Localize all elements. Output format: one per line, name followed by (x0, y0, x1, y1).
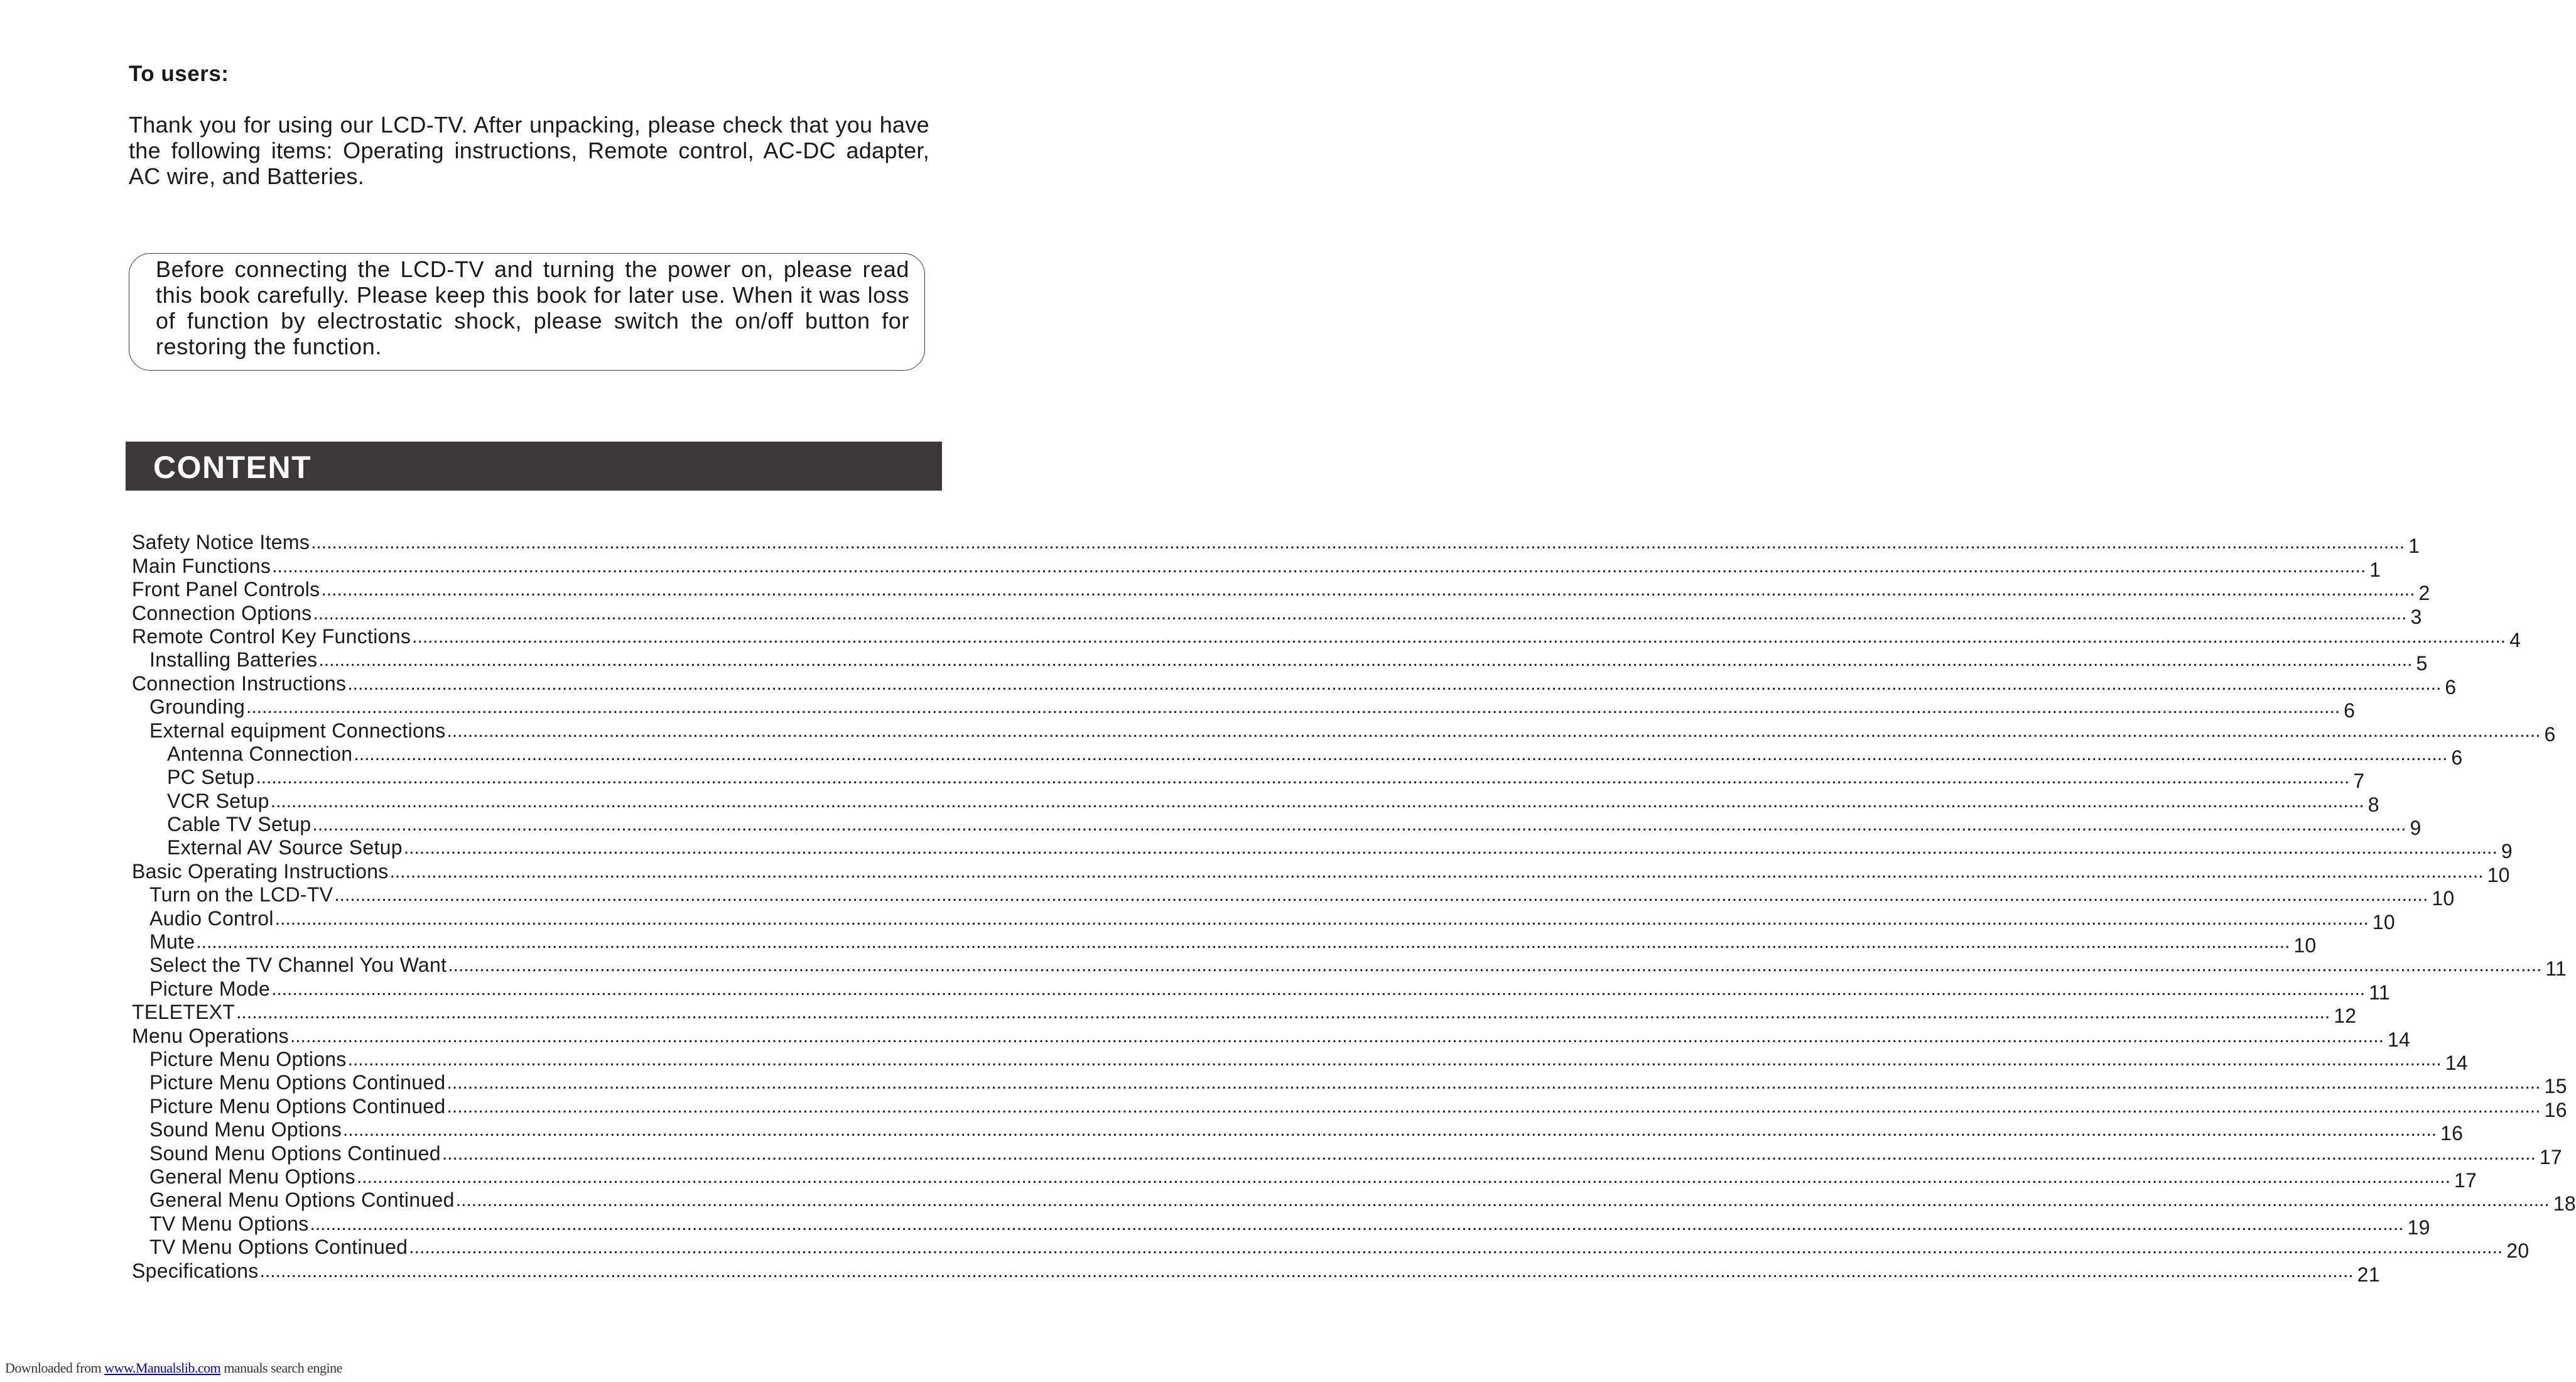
toc-entry-page: 8 (2368, 793, 2379, 816)
toc-entry-title: Specifications (132, 1259, 259, 1282)
toc-entry-page: 19 (2407, 1216, 2430, 1239)
toc-entry (132, 1071, 2567, 1098)
toc-entry (132, 531, 2420, 558)
toc-leader-dots: ................................................................................................................................................................................................................................................................................................................................................................................................................ (246, 697, 2341, 718)
toc-entry-title: Connection Options (132, 601, 312, 624)
toc-entry-page: 11 (2545, 957, 2567, 981)
toc-entry-title: TV Menu Options (149, 1212, 309, 1235)
toc-entry-page: 14 (2387, 1028, 2411, 1051)
toc-leader-dots: ................................................................................................................................................................................................................................................................................................................................................................................................................ (446, 720, 2541, 741)
toc-leader-dots: ................................................................................................................................................................................................................................................................................................................................................................................................................ (334, 884, 2428, 906)
toc-entry-page: 16 (2440, 1122, 2464, 1145)
toc-entry-title: Turn on the LCD-TV (149, 883, 333, 906)
notice-box (129, 253, 925, 371)
toc-entry (132, 1236, 2530, 1263)
toc-entry (132, 859, 2510, 886)
toc-entry-page: 1 (2369, 558, 2381, 581)
toc-entry-page: 11 (2369, 981, 2390, 1004)
toc-leader-dots: ................................................................................................................................................................................................................................................................................................................................................................................................................ (403, 837, 2498, 859)
toc-entry-title: Picture Menu Options (149, 1047, 347, 1070)
toc-entry-page: 4 (2509, 628, 2521, 651)
toc-entry (132, 1047, 2468, 1074)
toc-entry-title: Cable TV Setup (167, 813, 311, 836)
toc-entry-title: Mute (149, 930, 195, 954)
toc-entry (132, 578, 2430, 605)
toc-leader-dots: ................................................................................................................................................................................................................................................................................................................................................................................................................ (256, 767, 2350, 788)
toc-entry-page: 10 (2432, 887, 2455, 910)
toc-leader-dots: ................................................................................................................................................................................................................................................................................................................................................................................................................ (310, 1213, 2404, 1234)
toc-entry-page: 16 (2544, 1098, 2567, 1121)
toc-entry-page: 7 (2353, 770, 2365, 793)
content-header-bar (126, 442, 942, 491)
toc-leader-dots: ................................................................................................................................................................................................................................................................................................................................................................................................................ (236, 1002, 2330, 1023)
toc-entry-title: PC Setup (167, 766, 255, 789)
toc-entry-title: Sound Menu Options Continued (149, 1141, 441, 1165)
toc-entry-title: General Menu Options Continued (149, 1189, 455, 1212)
toc-entry-page: 21 (2357, 1263, 2380, 1286)
toc-entry-title: Picture Menu Options Continued (149, 1071, 446, 1094)
toc-entry (132, 1212, 2430, 1239)
toc-entry-title: Connection Instructions (132, 672, 347, 695)
toc-entry (132, 648, 2428, 675)
toc-leader-dots: ................................................................................................................................................................................................................................................................................................................................................................................................................ (196, 932, 2290, 953)
toc-entry (132, 813, 2422, 840)
toc-entry-title: Antenna Connection (167, 742, 353, 765)
toc-entry-title: Picture Menu Options Continued (149, 1094, 446, 1118)
toc-entry (132, 554, 2381, 581)
toc-entry-title: VCR Setup (167, 789, 269, 812)
toc-entry-page: 2 (2418, 582, 2430, 605)
toc-entry-page: 15 (2544, 1075, 2567, 1098)
toc-entry-page: 14 (2445, 1051, 2468, 1074)
toc-entry-title: Basic Operating Instructions (132, 859, 389, 883)
toc-entry-page: 10 (2487, 863, 2510, 886)
download-footer (5, 1360, 342, 1376)
toc-entry-page: 9 (2501, 840, 2513, 863)
toc-entry (132, 954, 2567, 981)
toc-entry (132, 742, 2463, 769)
toc-leader-dots: ................................................................................................................................................................................................................................................................................................................................................................................................................ (446, 1072, 2541, 1094)
toc-entry-title: Front Panel Controls (132, 578, 320, 601)
toc-entry (132, 1189, 2576, 1216)
page-heading: To users: (129, 62, 229, 86)
toc-entry (132, 1024, 2411, 1051)
toc-entry-page: 9 (2410, 817, 2422, 840)
toc-leader-dots: ................................................................................................................................................................................................................................................................................................................................................................................................................ (343, 1119, 2437, 1141)
toc-entry-title: External AV Source Setup (167, 836, 403, 859)
toc-entry-title: Remote Control Key Functions (132, 624, 411, 648)
toc-entry-title: Select the TV Channel You Want (149, 954, 447, 977)
toc-entry-page: 1 (2408, 535, 2420, 558)
toc-leader-dots: ................................................................................................................................................................................................................................................................................................................................................................................................................ (448, 955, 2542, 976)
toc-entry-title: Audio Control (149, 906, 274, 930)
toc-entry-title: Sound Menu Options (149, 1118, 342, 1141)
toc-entry (132, 977, 2390, 1004)
toc-entry-page: 12 (2334, 1004, 2357, 1028)
toc-entry-title: Grounding (149, 695, 246, 719)
toc-entry-page: 5 (2416, 652, 2428, 675)
toc-entry-title: Main Functions (132, 554, 271, 577)
notice-text: Before connecting the LCD-TV and turning the power on, please read this book carefully. Please keep this book for later use. When it was loss of function by electrostatic shock, please switch the on/off button for restoring the function. (156, 256, 909, 359)
toc-leader-dots: ................................................................................................................................................................................................................................................................................................................................................................................................................ (290, 1025, 2384, 1047)
toc-entry-page: 6 (2451, 746, 2463, 769)
toc-entry (132, 930, 2317, 957)
toc-leader-dots: ................................................................................................................................................................................................................................................................................................................................................................................................................ (311, 532, 2405, 553)
toc-entry (132, 601, 2422, 628)
toc-entry (132, 672, 2457, 699)
toc-entry-page: 3 (2410, 605, 2422, 628)
toc-leader-dots: ................................................................................................................................................................................................................................................................................................................................................................................................................ (446, 1096, 2541, 1117)
toc-leader-dots: ................................................................................................................................................................................................................................................................................................................................................................................................................ (312, 814, 2406, 835)
toc-leader-dots: ................................................................................................................................................................................................................................................................................................................................................................................................................ (354, 743, 2448, 764)
toc-entry-page: 18 (2553, 1192, 2576, 1216)
toc-entry (132, 1165, 2477, 1192)
toc-entry (132, 624, 2521, 651)
footer-prefix: Downloaded from (5, 1360, 105, 1376)
toc-entry-title: Picture Mode (149, 977, 271, 1000)
toc-leader-dots: ................................................................................................................................................................................................................................................................................................................................................................................................................ (259, 1260, 2354, 1281)
toc-entry (132, 695, 2356, 722)
toc-entry (132, 906, 2395, 933)
toc-entry (132, 1001, 2357, 1028)
toc-entry-page: 17 (2454, 1168, 2477, 1192)
toc-leader-dots: ................................................................................................................................................................................................................................................................................................................................................................................................................ (272, 555, 2366, 577)
toc-leader-dots: ................................................................................................................................................................................................................................................................................................................................................................................................................ (313, 602, 2407, 624)
toc-entry-page: 20 (2506, 1239, 2530, 1263)
toc-entry-page: 10 (2293, 934, 2317, 957)
toc-entry-page: 10 (2372, 910, 2395, 933)
toc-leader-dots: ................................................................................................................................................................................................................................................................................................................................................................................................................ (347, 1048, 2442, 1070)
toc-leader-dots: ................................................................................................................................................................................................................................................................................................................................................................................................................ (347, 673, 2442, 694)
toc-entry (132, 1141, 2563, 1168)
toc-leader-dots: ................................................................................................................................................................................................................................................................................................................................................................................................................ (318, 650, 2413, 671)
toc-leader-dots: ................................................................................................................................................................................................................................................................................................................................................................................................................ (270, 790, 2364, 812)
toc-entry-page: 6 (2344, 699, 2356, 722)
toc-entry (132, 1118, 2464, 1145)
toc-entry-page: 6 (2544, 722, 2556, 746)
toc-entry-title: TV Menu Options Continued (149, 1236, 408, 1259)
content-title: CONTENT (153, 450, 312, 485)
toc-entry-title: Installing Batteries (149, 648, 318, 672)
toc-entry (132, 766, 2365, 793)
toc-leader-dots: ................................................................................................................................................................................................................................................................................................................................................................................................................ (409, 1237, 2503, 1258)
toc-leader-dots: ................................................................................................................................................................................................................................................................................................................................................................................................................ (321, 579, 2415, 601)
intro-paragraph: Thank you for using our LCD-TV. After unpacking, please check that you have the following items: Operating instructions, Remote control, AC-DC adapter, AC wire, and Batteries. (129, 112, 929, 189)
toc-entry-page: 17 (2539, 1145, 2563, 1168)
toc-entry (132, 719, 2556, 746)
toc-leader-dots: ................................................................................................................................................................................................................................................................................................................................................................................................................ (389, 861, 2484, 882)
toc-entry (132, 883, 2455, 910)
toc-entry (132, 789, 2379, 816)
toc-leader-dots: ................................................................................................................................................................................................................................................................................................................................................................................................................ (356, 1166, 2450, 1187)
manualslib-link[interactable]: www.Manualslib.com (104, 1360, 221, 1376)
toc-leader-dots: ................................................................................................................................................................................................................................................................................................................................................................................................................ (441, 1143, 2536, 1164)
toc-entry (132, 1259, 2380, 1286)
toc-entry (132, 1094, 2567, 1121)
toc-leader-dots: ................................................................................................................................................................................................................................................................................................................................................................................................................ (455, 1190, 2550, 1211)
toc-entry-title: Menu Operations (132, 1024, 289, 1047)
table-of-contents (132, 531, 2576, 1286)
toc-entry-title: General Menu Options (149, 1165, 355, 1188)
toc-entry-page: 6 (2445, 675, 2457, 699)
toc-leader-dots: ................................................................................................................................................................................................................................................................................................................................................................................................................ (274, 908, 2369, 929)
toc-entry (132, 836, 2513, 863)
toc-entry-title: Safety Notice Items (132, 531, 310, 554)
toc-entry-title: TELETEXT (132, 1001, 235, 1024)
toc-entry-title: External equipment Connections (149, 719, 446, 742)
footer-suffix: manuals search engine (220, 1360, 342, 1376)
toc-leader-dots: ................................................................................................................................................................................................................................................................................................................................................................................................................ (271, 978, 2366, 999)
toc-leader-dots: ................................................................................................................................................................................................................................................................................................................................................................................................................ (412, 626, 2506, 647)
